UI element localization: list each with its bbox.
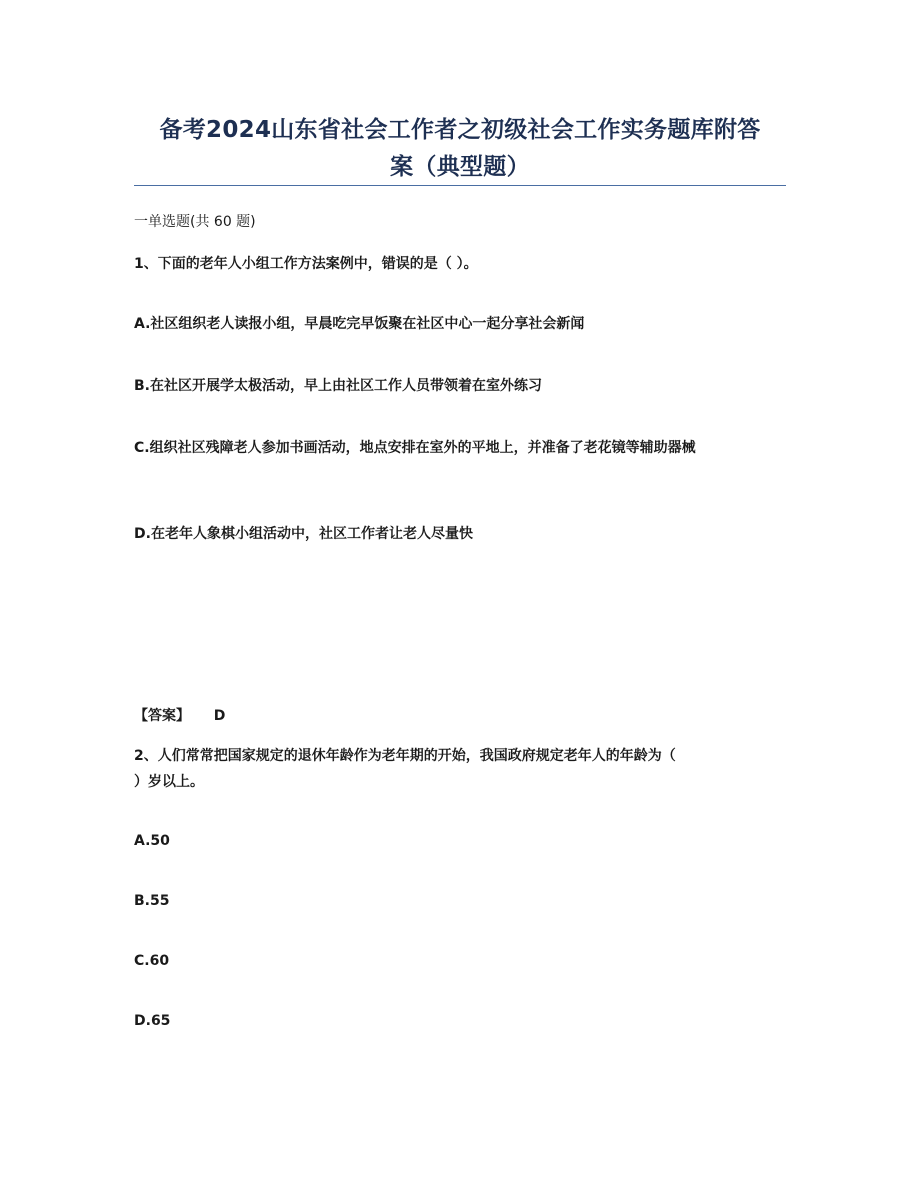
question-1-answer — [134, 703, 786, 729]
question-2-option-a: A.50 — [134, 833, 170, 849]
question-2-option-b: B.55 — [134, 893, 170, 909]
answer-value: D — [213, 708, 226, 724]
question-2-stem-line-1: 2、人们常常把国家规定的退休年龄作为老年期的开始，我国政府规定老年人的年龄为（ — [134, 748, 676, 764]
question-1-option-a: A.社区组织老人读报小组，早晨吃完早饭聚在社区中心一起分享社会新闻 — [134, 316, 585, 332]
question-2-option-d: D.65 — [134, 1013, 171, 1029]
title-divider — [134, 185, 786, 186]
section-label: 一单选题(共 60 题) — [134, 214, 256, 230]
question-1-option-d: D.在老年人象棋小组活动中，社区工作者让老人尽量快 — [134, 526, 473, 542]
title-line-2: 案（典型题） — [390, 154, 530, 180]
question-2-stem-line-2: ）岁以上。 — [134, 774, 204, 790]
question-2-option-c: C.60 — [134, 953, 170, 969]
question-1-stem: 1、下面的老年人小组工作方法案例中，错误的是（ ）。 — [134, 256, 478, 272]
title-line-1: 备考2024山东省社会工作者之初级社会工作实务题库附答 — [159, 117, 761, 143]
answer-label: 【答案】 — [134, 708, 190, 724]
question-1-option-c: C.组织社区残障老人参加书画活动，地点安排在室外的平地上，并准备了老花镜等辅助器械 — [134, 440, 696, 456]
question-1-option-b: B.在社区开展学太极活动，早上由社区工作人员带领着在室外练习 — [134, 378, 542, 394]
document-title — [134, 112, 786, 186]
